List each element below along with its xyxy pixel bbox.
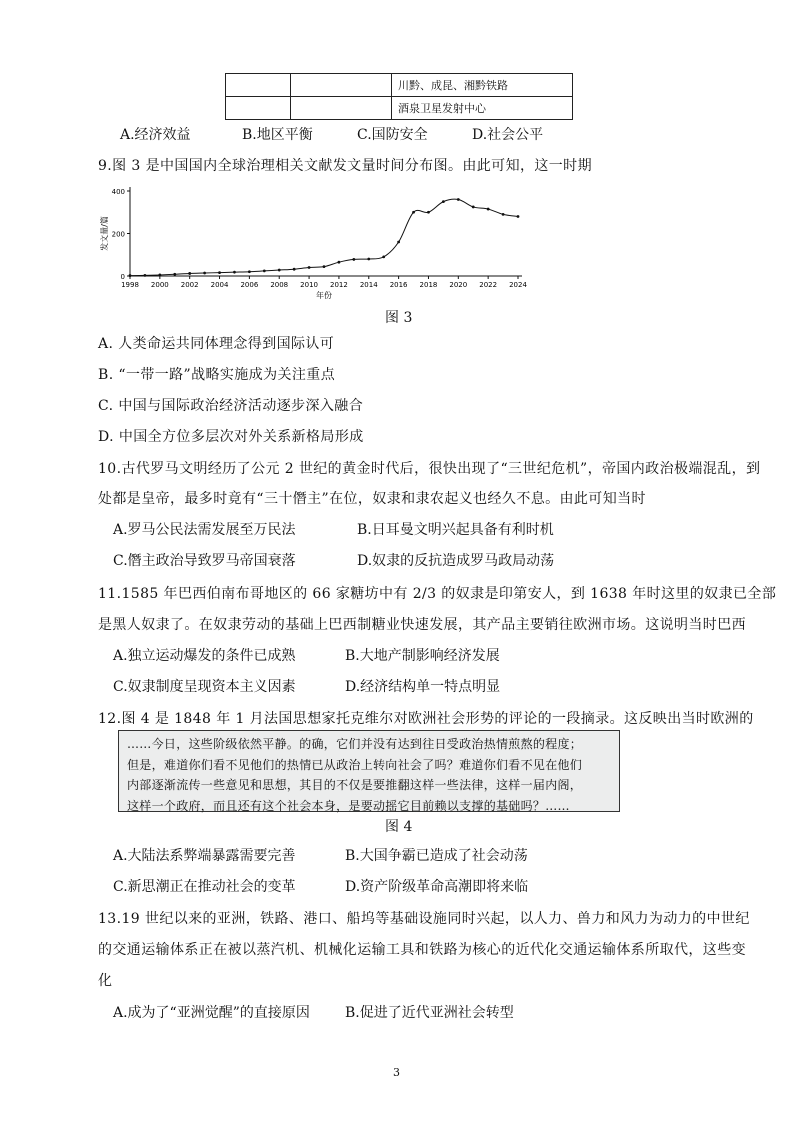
chart-x-tick-label: 2018 <box>419 281 438 289</box>
q11-stem-line-1: 11.1585 年巴西伯南布哥地区的 66 家糖坊中有 2/3 的奴隶是印第安人，到 1638 年时这里的奴隶已全部 <box>98 586 777 602</box>
table-cell: 酒泉卫星发射中心 <box>392 97 573 120</box>
chart-points <box>129 198 520 277</box>
q10-option-a: A.罗马公民法需发展至万民法 <box>113 522 296 538</box>
table-cell <box>291 74 392 97</box>
figure-4-quote-box <box>118 730 620 812</box>
q9-option-d: D. 中国全方位多层次对外关系新格局形成 <box>98 429 364 445</box>
q8-option-c: C.国防安全 <box>357 127 428 143</box>
figure-3-chart <box>98 183 538 301</box>
chart-x-tick-label: 1998 <box>121 281 139 289</box>
q11-option-a: A.独立运动爆发的条件已成熟 <box>113 648 296 664</box>
quote-line: ……今日，这些阶级依然平静。的确，它们并没有达到往日受政治热情煎熬的程度； <box>127 737 583 751</box>
chart-point <box>472 206 475 209</box>
q10-option-c: C.僭主政治导致罗马帝国衰落 <box>113 553 296 569</box>
chart-point <box>352 258 355 261</box>
q10-option-d: D.奴隶的反抗造成罗马政局动荡 <box>357 553 555 569</box>
chart-x-axis-label: 年份 <box>316 291 332 300</box>
q9-option-c: C. 中国与国际政治经济活动逐步深入融合 <box>98 398 364 414</box>
chart-point <box>457 198 460 201</box>
q12-option-c: C.新思潮正在推动社会的变革 <box>113 879 296 895</box>
q8-option-a: A.经济效益 <box>120 127 191 143</box>
page-number: 3 <box>393 1066 400 1079</box>
table-row <box>226 97 573 120</box>
chart-series-line <box>130 199 518 275</box>
q12-stem: 12.图 4 是 1848 年 1 月法国思想家托克维尔对欧洲社会形势的评论的一段摘录。这反映出当时欧洲的 <box>98 711 754 727</box>
q11-option-d: D.经济结构单一特点明显 <box>345 679 501 695</box>
chart-point <box>293 268 296 271</box>
chart-x-tick-label: 2010 <box>300 281 318 289</box>
quote-line: 但是，难道你们看不见他们的热情已从政治上转向社会了吗？难道你们看不见在他们 <box>127 757 583 772</box>
chart-x-tick-label: 2002 <box>180 281 199 289</box>
chart-axes <box>130 187 522 276</box>
q11-option-b: B.大地产制影响经济发展 <box>345 648 500 664</box>
chart-point <box>248 270 251 273</box>
chart-point <box>502 213 505 216</box>
chart-point <box>144 274 147 277</box>
table-cell <box>226 74 291 97</box>
table-cell: 川黔、成昆、湘黔铁路 <box>392 74 573 97</box>
chart-x-tick-label: 2022 <box>479 281 498 289</box>
chart-point <box>308 266 311 269</box>
quote-line: 内部逐渐流传一些意见和思想，其目的不仅是要推翻这样一些法律，这样一届内阁， <box>127 778 583 792</box>
chart-x-tick-label: 2004 <box>210 281 229 289</box>
chart-point <box>442 200 445 203</box>
chart-x-tick-label: 2014 <box>359 281 378 289</box>
chart-y-tick-label: 0 <box>120 273 125 281</box>
chart-point <box>427 211 430 214</box>
q9-option-b: B. “一带一路”战略实施成为关注重点 <box>98 367 336 383</box>
chart-point <box>367 258 370 261</box>
q11-stem-line-2: 是黑人奴隶了。在奴隶劳动的基础上巴西制糖业快速发展，其产品主要销往欧洲市场。这说明当时巴西 <box>98 617 746 633</box>
chart-y-tick-label: 200 <box>111 230 125 239</box>
q13-option-b: B.促进了近代亚洲社会转型 <box>345 1005 514 1021</box>
q8-option-b: B.地区平衡 <box>242 127 313 143</box>
chart-x-tick-label: 2020 <box>449 281 468 289</box>
chart-x-tick-label: 2008 <box>270 281 289 289</box>
chart-x-tick-label: 2006 <box>240 281 259 289</box>
chart-point <box>188 272 191 275</box>
q13-stem-line-2: 的交通运输体系正在被以蒸汽机、机械化运输工具和铁路为核心的近代化交通运输体系所取代，这些变 <box>98 942 746 958</box>
q13-stem-line-1: 13.19 世纪以来的亚洲，铁路、港口、船坞等基础设施同时兴起，以人力、兽力和风力为动力的中世纪 <box>98 911 750 927</box>
chart-point <box>278 269 281 272</box>
chart-point <box>338 261 341 264</box>
figure-3-caption: 图 3 <box>385 310 413 326</box>
chart-point <box>412 211 415 214</box>
chart-x-tick-label: 2024 <box>509 281 527 289</box>
chart-point <box>129 274 132 277</box>
figure-4-caption: 图 4 <box>385 819 413 835</box>
chart-point <box>397 241 400 244</box>
chart-x-tick-label: 2016 <box>389 281 408 289</box>
q10-stem-line-1: 10.古代罗马文明经历了公元 2 世纪的黄金时代后，很快出现了“三世纪危机”，帝国内政治极端混乱，到 <box>98 461 761 477</box>
q10-stem-line-2: 处都是皇帝，最多时竟有“三十僭主”在位，奴隶和隶农起义也经久不息。由此可知当时 <box>98 491 646 507</box>
q13-option-a: A.成为了“亚洲觉醒”的直接原因 <box>113 1005 310 1021</box>
q12-option-d: D.资产阶级革命高潮即将来临 <box>345 879 529 895</box>
chart-point <box>158 274 161 277</box>
q10-option-b: B.日耳曼文明兴起具备有利时机 <box>357 522 554 538</box>
quote-line: 这样一个政府，而且还有这个社会本身，是要动摇它目前赖以支撑的基础吗？…… <box>127 798 570 813</box>
chart-point <box>173 273 176 276</box>
q13-stem-line-3: 化 <box>98 973 113 989</box>
chart-point <box>233 271 236 274</box>
chart-point <box>263 270 266 273</box>
chart-y-tick-label: 400 <box>111 188 125 196</box>
q8-table <box>225 73 573 120</box>
chart-x-tick-label: 2012 <box>330 281 348 289</box>
q8-option-d: D.社会公平 <box>472 127 544 143</box>
table-cell <box>226 97 291 120</box>
chart-point <box>382 255 385 258</box>
chart-x-tick-label: 2000 <box>150 281 169 289</box>
table-row <box>226 74 573 97</box>
chart-point <box>203 272 206 275</box>
q9-stem: 9.图 3 是中国国内全球治理相关文献发文量时间分布图。由此可知，这一时期 <box>98 158 592 174</box>
chart-point <box>323 265 326 268</box>
q9-option-a: A. 人类命运共同体理念得到国际认可 <box>98 336 335 352</box>
chart-point <box>487 208 490 211</box>
q12-option-b: B.大国争霸已造成了社会动荡 <box>345 848 528 864</box>
chart-point <box>218 271 221 274</box>
q12-option-a: A.大陆法系弊端暴露需要完善 <box>113 848 296 864</box>
table-cell <box>291 97 392 120</box>
q11-option-c: C.奴隶制度呈现资本主义因素 <box>113 679 296 695</box>
chart-y-axis-label: 发文量/篇 <box>100 216 109 251</box>
chart-point <box>517 215 520 218</box>
